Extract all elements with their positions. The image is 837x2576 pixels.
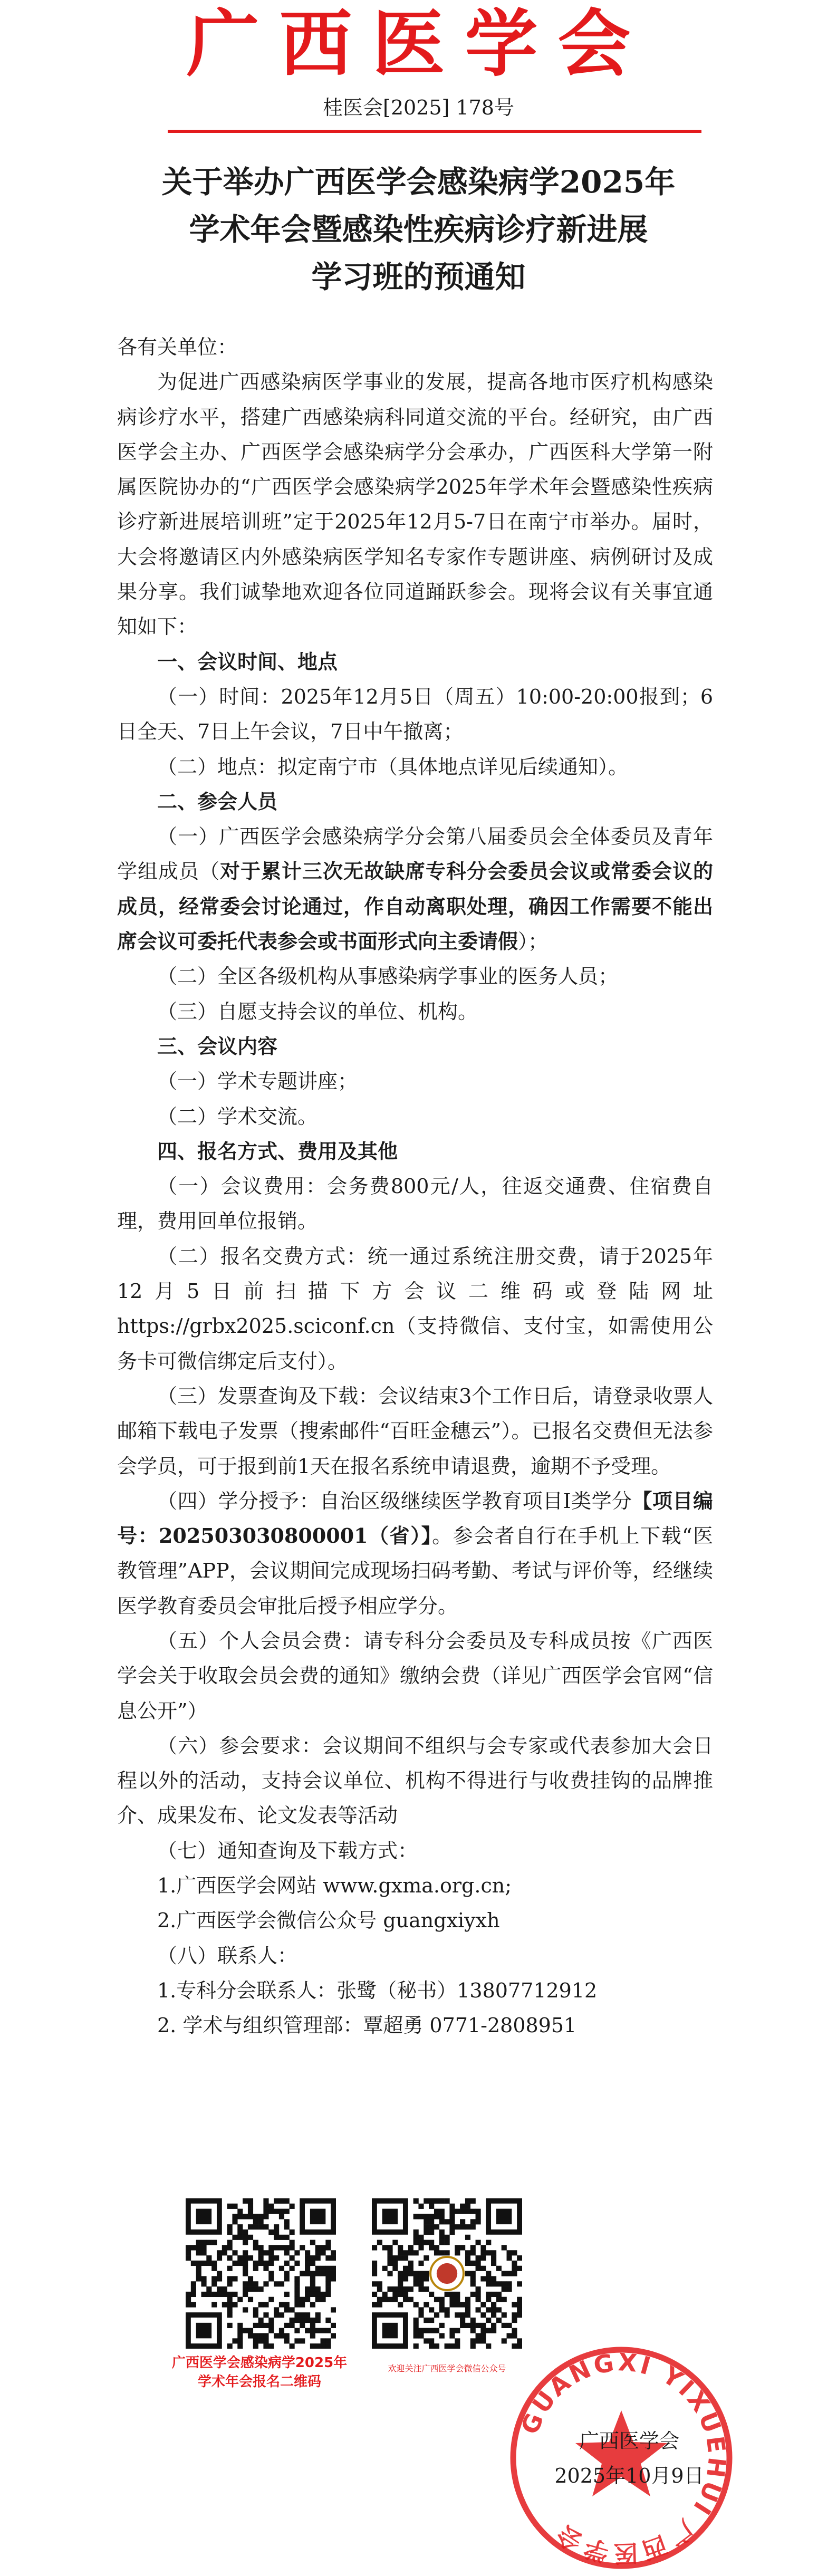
registration-qr-code (186, 2198, 336, 2349)
section-4-item-1: （一）会议费用：会务费800元/人，往返交通费、住宿费自理，费用回单位报销。 (117, 1175, 713, 1233)
notice-body (117, 330, 713, 2043)
section-2-item-3: （三）自愿支持会议的单位、机构。 (157, 999, 478, 1023)
section-2-item-1-text: （一）广西医学会感染病学分会第八届委员会全体委员及青年学组成员（ (117, 825, 713, 883)
qr2-pattern (372, 2198, 522, 2349)
section-4-item-4-rest: 。参会者自行在手机上下载“医教管理”APP，会议期间完成现场扫码考勤、考试与评价等，经继续医学教育委员会审批后授予相应学分。 (117, 1524, 713, 1618)
section-4-heading: 四、报名方式、费用及其他 (157, 1139, 398, 1163)
notice-title (0, 158, 837, 301)
official-seal (505, 2342, 737, 2574)
intro-paragraph: 为促进广西感染病医学事业的发展，提高各地市医疗机构感染病诊疗水平，搭建广西感染病科同道交流的平台。经研究，由广西医学会主办、广西医学会感染病学分会承办，广西医科大学第一附属医院协办的“广西医学会感染病学2025年学术年会暨感染性疾病诊疗新进展培训班”定于2025年12月5-7日在南宁市举办。届时，大会将邀请区内外感染病医学知名专家作专题讲座、病例研讨及成果分享。我们诚挚地欢迎各位同道踊跃参会。现将会议有关事宜通知如下： (117, 370, 713, 639)
section-3-item-2: （二）学术交流。 (157, 1104, 318, 1128)
notice-title-line-2: 学术年会暨感染性疾病诊疗新进展 (189, 212, 648, 247)
signature-org: 广西医学会 (579, 2429, 679, 2453)
section-4-item-7: （七）通知查询及下载方式： (157, 1839, 418, 1862)
section-4-item-7-wechat: 2.广西医学会微信公众号 guangxiyxh (157, 1909, 500, 1933)
section-4-item-8-contact-2: 2. 学术与组织管理部：覃超勇 0771-2808951 (157, 2014, 577, 2037)
notice-title-line-3: 学习班的预通知 (311, 259, 526, 295)
section-2-item-1 (117, 819, 713, 959)
section-4-item-4 (117, 1484, 713, 1623)
org-letterhead-title: 广西医学会 (186, 1, 651, 86)
section-4-item-4-text: （四）学分授予：自治区级继续医学教育项目I类学分 (157, 1489, 632, 1513)
registration-qr-caption-line-1: 广西医学会感染病学2025年 (171, 2355, 348, 2371)
section-1-item-2: （二）地点：拟定南宁市（具体地点详见后续通知）。 (157, 755, 629, 778)
section-4-item-5: （五）个人会员会费：请专科分会委员及专科成员按《广西医学会关于收取会员会费的通知》缴纳会费（详见广西医学会官网“信息公开”） (117, 1629, 713, 1723)
letterhead-divider (168, 130, 701, 133)
section-4-item-8-contact-1: 1.专科分会联系人：张鹭（秘书）13807712912 (157, 1978, 598, 2002)
seal-ring-text: GUANGXI YIXUEHUI 广西医学会 (515, 2348, 732, 2568)
signature-date: 2025年10月9日 (554, 2464, 704, 2487)
section-4-item-3: （三）发票查询及下载：会议结束3个工作日后，请登录收票人邮箱下载电子发票（搜索邮件“百旺金穗云”）。已报名交费但无法参会学员，可于报到前1天在报名系统申请退费，逾期不予受理。 (117, 1384, 713, 1478)
section-1-item-1: （一）时间：2025年12月5日（周五）10:00-20:00报到；6日全天、7日上午会议，7日中午撤离； (117, 685, 713, 744)
qr1-pattern (186, 2198, 336, 2349)
wechat-qr-code (372, 2198, 522, 2349)
section-3-heading: 三、会议内容 (157, 1034, 278, 1058)
official-seal-graphic (505, 2342, 737, 2574)
section-2-heading: 二、参会人员 (157, 789, 278, 813)
section-4-item-8: （八）联系人： (157, 1944, 298, 1967)
registration-qr-caption (149, 2353, 370, 2391)
section-4-item-7-website: 1.广西医学会网站 www.gxma.org.cn; (157, 1874, 512, 1898)
section-3-item-1: （一）学术专题讲座； (157, 1070, 358, 1093)
registration-qr-caption-line-2: 学术年会报名二维码 (197, 2374, 321, 2390)
section-2-item-2: （二）全区各级机构从事感染病学事业的医务人员； (157, 965, 619, 988)
notice-title-line-1: 关于举办广西医学会感染病学2025年 (161, 164, 676, 200)
section-4-item-4-project-number: 【项目编号：202503030800001（省）】 (117, 1488, 713, 1548)
document-number: 桂医会[2025] 178号 (323, 96, 514, 119)
wechat-qr-caption: 欢迎关注广西医学会微信公众号 (388, 2363, 506, 2373)
salutation: 各有关单位： (117, 335, 238, 359)
section-2-item-1-end: ）； (518, 930, 549, 954)
section-4-item-2: （二）报名交费方式：统一通过系统注册交费，请于2025年12月5日前扫描下方会议二维码或登陆网址https://grbx2025.sciconf.cn（支持微信、支付宝，如需使用公务卡可微信绑定后支付）。 (117, 1244, 713, 1373)
section-4-item-6: （六）参会要求：会议期间不组织与会专家或代表参加大会日程以外的活动，支持会议单位、机构不得进行与收费挂钩的品牌推介、成果发布、论文发表等活动 (117, 1734, 713, 1828)
section-2-item-1-bold-note: 对于累计三次无故缺席专科分会委员会议或常委会议的成员，经常委会讨论通过，作自动离职处理，确因工作需要不能出席会议可委托代表参会或书面形式向主委请假 (117, 859, 713, 954)
section-1-heading: 一、会议时间、地点 (157, 649, 338, 674)
